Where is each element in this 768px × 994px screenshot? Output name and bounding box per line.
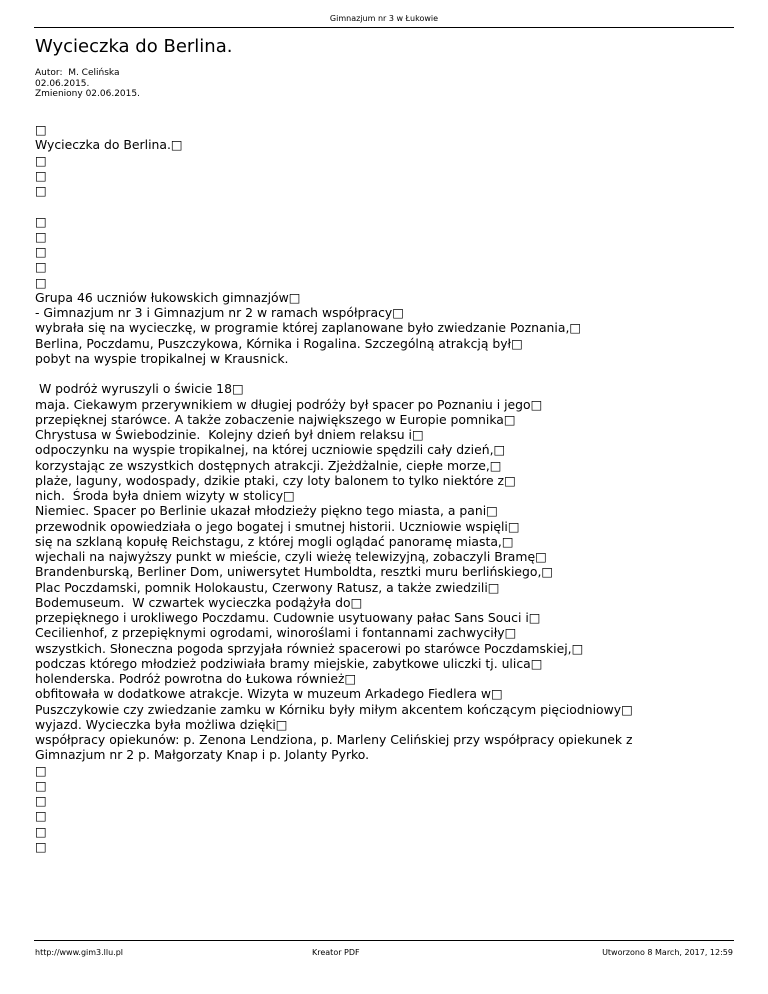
body-line: plaże, laguny, wodospady, dzikie ptaki, czy loty balonem to tylko niektóre z□ — [35, 472, 516, 488]
article-modified: Zmieniony 02.06.2015. — [35, 89, 140, 99]
body-line: przewodnik opowiedziała o jego bogatej i smutnej historii. Uczniowie wspięli□ — [35, 518, 520, 534]
body-line: □ — [35, 838, 47, 854]
body-line: przepięknej starówce. A także zobaczenie największego w Europie pomnika□ — [35, 411, 516, 427]
body-line: - Gimnazjum nr 3 i Gimnazjum nr 2 w ramach współpracy□ — [35, 305, 404, 320]
body-line: współpracy opiekunów: p. Zenona Lendziona, p. Marleny Celińskiej przy współpracy opiekunek z — [35, 732, 633, 747]
body-line: □ — [35, 152, 47, 168]
body-line: □ — [35, 228, 47, 244]
body-line: się na szklaną kopułę Reichstagu, z której mogli oglądać panoramę miasta,□ — [35, 533, 514, 549]
footer-created-date: Utworzono 8 March, 2017, 12:59 — [602, 948, 733, 957]
body-line: □ — [35, 167, 47, 183]
body-line: podczas którego młodzież podziwiała bramy miejskie, zabytkowe uliczki tj. ulica□ — [35, 655, 543, 671]
body-line: korzystając ze wszystkich dostępnych atrakcji. Zjeżdżalnie, ciepłe morze,□ — [35, 457, 502, 473]
body-line: pobyt na wyspie tropikalnej w Krausnick. — [35, 350, 289, 366]
body-line: □ — [35, 183, 47, 198]
body-line: □ — [35, 823, 47, 839]
body-line: wszystkich. Słoneczna pogoda sprzyjała również spacerowi po starówce Poczdamskiej,□ — [35, 640, 584, 656]
header-divider — [34, 27, 734, 28]
body-line: Niemiec. Spacer po Berlinie ukazał młodzieży piękno tego miasta, a pani□ — [35, 503, 498, 519]
footer-generator: Kreator PDF — [312, 948, 360, 957]
body-line: □ — [35, 213, 47, 229]
body-line: W podróż wyruszyli o świcie 18□ — [35, 381, 244, 397]
body-line: odpoczynku na wyspie tropikalnej, na której uczniowie spędzili cały dzień,□ — [35, 442, 506, 458]
body-line — [35, 366, 735, 381]
body-line: □ — [35, 259, 47, 275]
body-line: □ — [35, 808, 47, 824]
article-date: 02.06.2015. — [35, 78, 90, 89]
body-line: Chrystusa w Świebodzinie. Kolejny dzień był dniem relaksu i□ — [35, 427, 424, 442]
body-line: holenderska. Podróż powrotna do Łukowa również□ — [35, 671, 357, 686]
footer-url-link[interactable]: http://www.gim3.llu.pl — [35, 948, 124, 957]
body-line: □ — [35, 122, 47, 137]
article-author: Autor: M. Celińska — [35, 68, 120, 78]
body-line: Berlina, Poczdamu, Puszczykowa, Kórnika i Rogalina. Szczególną atrakcją był□ — [35, 335, 523, 351]
article-body — [35, 122, 735, 854]
body-line: □ — [35, 793, 47, 808]
body-line: Cecilienhof, z przepięknymi ogrodami, winoroślami i fontannami zachwyciły□ — [35, 625, 517, 641]
footer-divider — [34, 940, 734, 941]
body-line: maja. Ciekawym przerywnikiem w długiej podróży był spacer po Poznaniu i jego□ — [35, 396, 543, 412]
article-meta — [35, 68, 140, 100]
article-title: Wycieczka do Berlina. — [35, 36, 233, 57]
body-line: □ — [35, 777, 47, 793]
body-line: nich. Środa była dniem wizyty w stolicy□ — [35, 488, 295, 503]
body-line: Puszczykowie czy zwiedzanie zamku w Kórniku były miłym akcentem kończącym pięciodniowy□ — [35, 701, 633, 717]
body-line — [35, 198, 735, 213]
body-line: obfitowała w dodatkowe atrakcje. Wizyta w muzeum Arkadego Fiedlera w□ — [35, 686, 503, 702]
body-line: Plac Poczdamski, pomnik Holokaustu, Czerwony Ratusz, a także zwiedzili□ — [35, 579, 500, 595]
body-line: □ — [35, 274, 47, 290]
body-line: Bodemuseum. W czwartek wycieczka podążyła do□ — [35, 594, 363, 610]
body-line: □ — [35, 762, 47, 778]
body-line: Brandenburską, Berliner Dom, uniwersytet Humboldta, resztki muru berlińskiego,□ — [35, 564, 554, 580]
body-line: wyjazd. Wycieczka była możliwa dzięki□ — [35, 716, 288, 732]
body-line: wybrała się na wycieczkę, w programie której zaplanowane było zwiedzanie Poznania,□ — [35, 320, 582, 336]
body-line: Gimnazjum nr 2 p. Małgorzaty Knap i p. Jolanty Pyrko. — [35, 747, 370, 763]
body-line: Wycieczka do Berlina.□ — [35, 137, 183, 153]
body-line: wjechali na najwyższy punkt w mieście, czyli wieżę telewizyjną, zobaczyli Bramę□ — [35, 549, 547, 564]
body-line: Grupa 46 uczniów łukowskich gimnazjów□ — [35, 289, 301, 305]
body-line: przepięknego i urokliwego Poczdamu. Cudownie usytuowany pałac Sans Souci i□ — [35, 610, 541, 625]
body-line: □ — [35, 244, 47, 259]
page-header-title: Gimnazjum nr 3 w Łukowie — [329, 14, 439, 23]
